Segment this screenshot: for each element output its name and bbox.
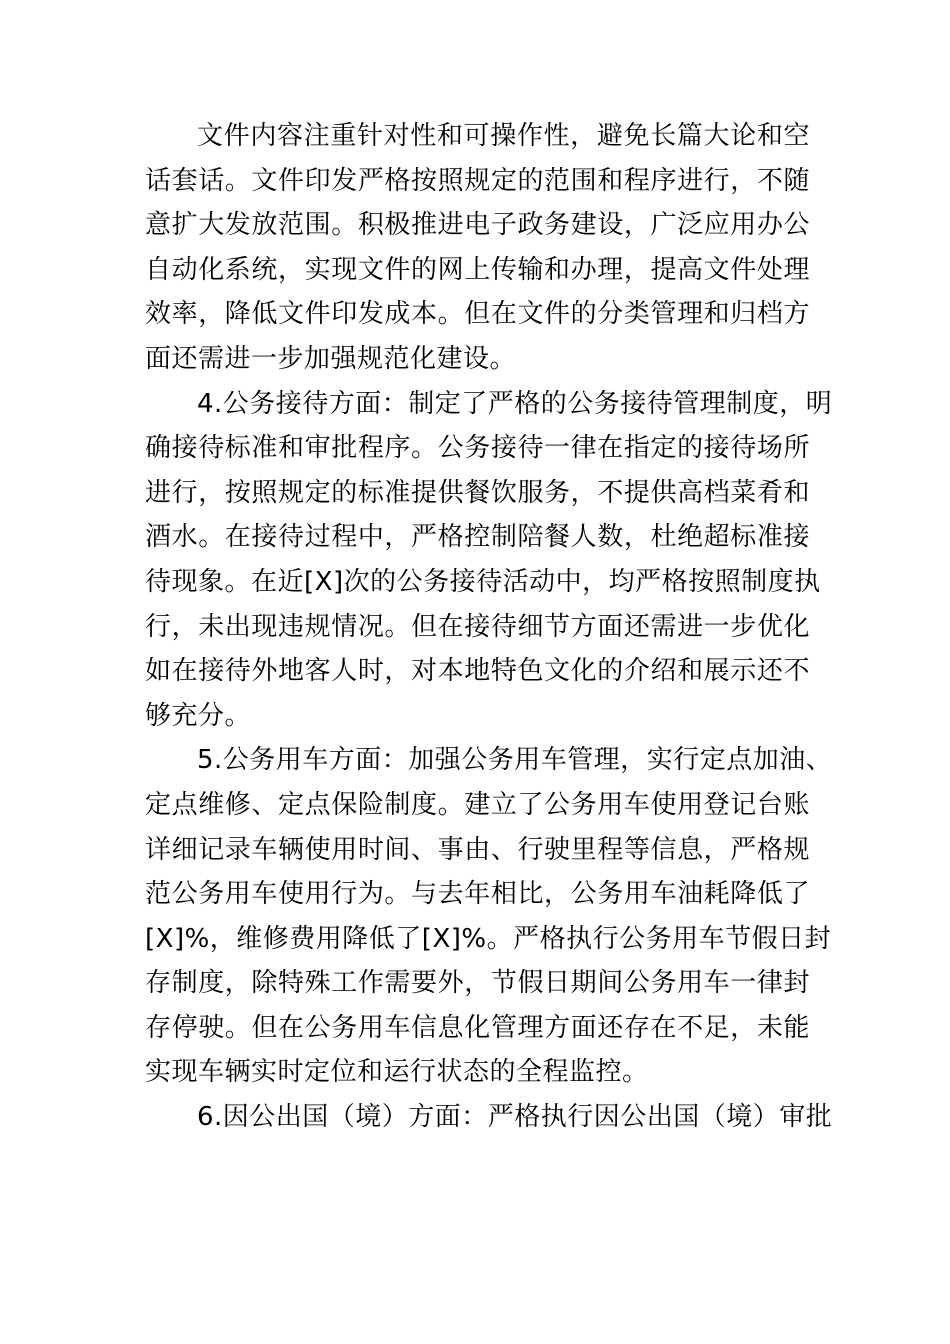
paragraph-line: 存制度，除特殊工作需要外，节假日期间公务用车一律封 — [145, 968, 810, 999]
paragraph-line: 够充分。 — [145, 700, 252, 731]
paragraph-line: 自动化系统，实现文件的网上传输和办理，提高文件处理 — [145, 254, 810, 285]
section-4-heading-line: 4.公务接待方面：制定了严格的公务接待管理制度，明 — [197, 388, 833, 419]
paragraph-line: 效率，降低文件印发成本。但在文件的分类管理和归档方 — [145, 299, 810, 330]
paragraph-line: 意扩大发放范围。积极推进电子政务建设，广泛应用办公 — [145, 210, 810, 241]
paragraph-line: 进行，按照规定的标准提供餐饮服务，不提供高档菜肴和 — [145, 477, 810, 508]
paragraph-line: 范公务用车使用行为。与去年相比，公务用车油耗降低了 — [145, 879, 810, 910]
paragraph-line: 详细记录车辆使用时间、事由、行驶里程等信息，严格规 — [145, 834, 810, 865]
document-body — [145, 114, 833, 1140]
paragraph-line: 存停驶。但在公务用车信息化管理方面还存在不足，未能 — [145, 1012, 810, 1043]
paragraph-line: 定点维修、定点保险制度。建立了公务用车使用登记台账 — [145, 789, 810, 820]
paragraph-line: 话套话。文件印发严格按照规定的范围和程序进行，不随 — [145, 165, 810, 196]
paragraph-line: 如在接待外地客人时，对本地特色文化的介绍和展示还不 — [145, 656, 810, 687]
paragraph-line: 行，未出现违规情况。但在接待细节方面还需进一步优化 — [145, 611, 810, 642]
paragraph-line: 文件内容注重针对性和可操作性，避免长篇大论和空 — [197, 121, 810, 151]
paragraph-line: [X]%，维修费用降低了[X]%。严格执行公务用车节假日封 — [145, 923, 832, 954]
section-6-heading-line: 6.因公出国（境）方面：严格执行因公出国（境）审批 — [197, 1102, 833, 1133]
paragraph-line: 面还需进一步加强规范化建设。 — [145, 343, 517, 374]
paragraph-line: 酒水。在接待过程中，严格控制陪餐人数，杜绝超标准接 — [145, 522, 810, 553]
paragraph-line: 待现象。在近[X]次的公务接待活动中，均严格按照制度执 — [145, 566, 821, 597]
paragraph-line: 实现车辆实时定位和运行状态的全程监控。 — [145, 1057, 649, 1088]
section-5-heading-line: 5.公务用车方面：加强公务用车管理，实行定点加油、 — [197, 745, 833, 776]
paragraph-line: 确接待标准和审批程序。公务接待一律在指定的接待场所 — [145, 433, 810, 464]
